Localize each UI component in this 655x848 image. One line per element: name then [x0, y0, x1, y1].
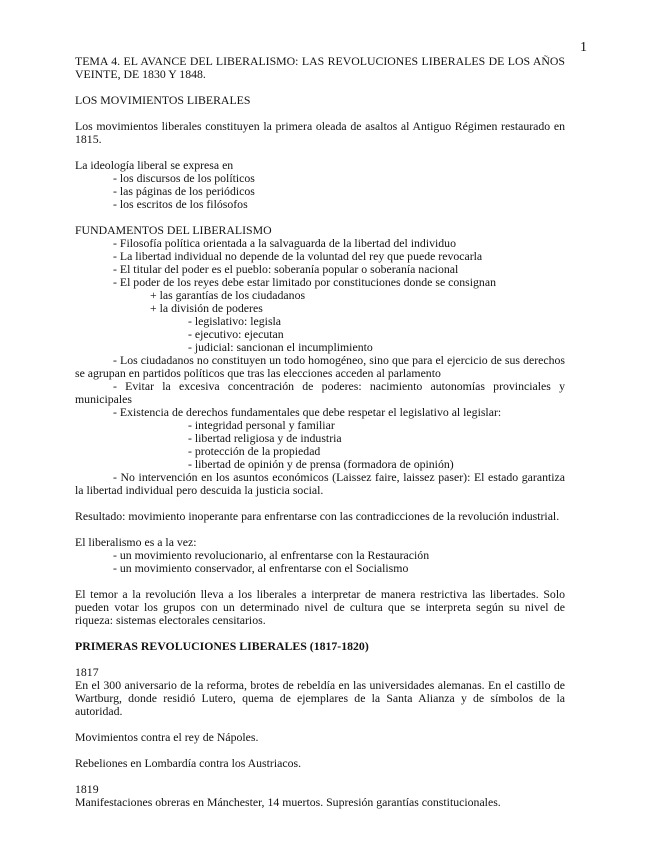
dual-lead: El liberalismo es a la vez: [75, 535, 197, 549]
rights-lead: - Existencia de derechos fundamentales que debe respetar el legislativo al legislar: [113, 405, 502, 419]
list-item: - Filosofía política orientada a la salvaguarda de la libertad del individuo [113, 236, 456, 250]
page-number: 1 [580, 40, 587, 55]
result-paragraph: Resultado: movimiento inoperante para enfrentarse con las contradicciones de la revolución industrial. [75, 509, 560, 523]
list-item: + las garantías de los ciudadanos [150, 288, 306, 302]
intro-paragraph: Los movimientos liberales constituyen la primera oleada de asaltos al Antiguo Régimen restaurado en 1815. [75, 119, 565, 146]
list-item: + la división de poderes [150, 301, 263, 315]
list-item: - integridad personal y familiar [188, 418, 335, 432]
citizens-paragraph: - Los ciudadanos no constituyen un todo homogéneo, sino que para el ejercicio de sus derechos se agrupan en partidos políticos que tras las elecciones acceden al parlamento [75, 353, 565, 380]
list-item: - protección de la propiedad [188, 444, 321, 458]
ideology-lead: La ideología liberal se expresa en [75, 158, 234, 172]
list-item: - un movimiento conservador, al enfrentarse con el Socialismo [113, 561, 409, 575]
list-item: - un movimiento revolucionario, al enfrentarse con la Restauración [113, 548, 430, 562]
page-title: TEMA 4. EL AVANCE DEL LIBERALISMO: LAS REVOLUCIONES LIBERALES DE LOS AÑOS VEINTE, DE 1830 Y 1848. [75, 54, 565, 81]
list-item: - El titular del poder es el pueblo: soberanía popular o soberanía nacional [113, 262, 459, 276]
powers-concentration-paragraph: - Evitar la excesiva concentración de poderes: nacimiento autonomías provinciales y municipales [75, 379, 565, 406]
list-item: - libertad religiosa y de industria [188, 431, 342, 445]
section-heading-fundamentos: FUNDAMENTOS DEL LIBERALISMO [75, 223, 272, 237]
naples-paragraph: Movimientos contra el rey de Nápoles. [75, 730, 259, 744]
year-1817: 1817 [75, 665, 99, 679]
list-item: - judicial: sancionan el incumplimiento [188, 340, 373, 354]
event-1819: Manifestaciones obreras en Mánchester, 14 muertos. Supresión garantías constitucionales. [75, 795, 501, 809]
year-1819: 1819 [75, 782, 99, 796]
list-item: - los escritos de los filósofos [113, 197, 248, 211]
page-content [75, 55, 565, 809]
list-item: - La libertad individual no depende de la voluntad del rey que puede revocarla [113, 249, 483, 263]
list-item: - libertad de opinión y de prensa (formadora de opinión) [188, 457, 454, 471]
lombardy-paragraph: Rebeliones en Lombardía contra los Austriacos. [75, 756, 302, 770]
event-1817: En el 300 aniversario de la reforma, brotes de rebeldía en las universidades alemanas. En el castillo de Wartburg, donde residió Lutero, quema de ejemplares de la Santa Alianza y de símbolos de la autoridad. [75, 678, 565, 718]
section-heading-movimientos: LOS MOVIMIENTOS LIBERALES [75, 93, 251, 107]
section-heading-primeras-revoluciones: PRIMERAS REVOLUCIONES LIBERALES (1817-1820) [75, 639, 369, 653]
list-item: - las páginas de los periódicos [113, 184, 255, 198]
list-item: - legislativo: legisla [188, 314, 282, 328]
list-item: - El poder de los reyes debe estar limitado por constituciones donde se consignan [113, 275, 496, 289]
list-item: - los discursos de los políticos [113, 171, 255, 185]
list-item: - ejecutivo: ejecutan [188, 327, 284, 341]
fear-paragraph: El temor a la revolución lleva a los liberales a interpretar de manera restrictiva las libertades. Solo pueden votar los grupos con un determinado nivel de cultura que se interpreta según su nivel de riqueza: sistemas electorales censitarios. [75, 587, 565, 627]
laissez-faire-paragraph: - No intervención en los asuntos económicos (Laissez faire, laissez paser): El estado garantiza la libertad individual pero descuida la justicia social. [75, 470, 565, 497]
